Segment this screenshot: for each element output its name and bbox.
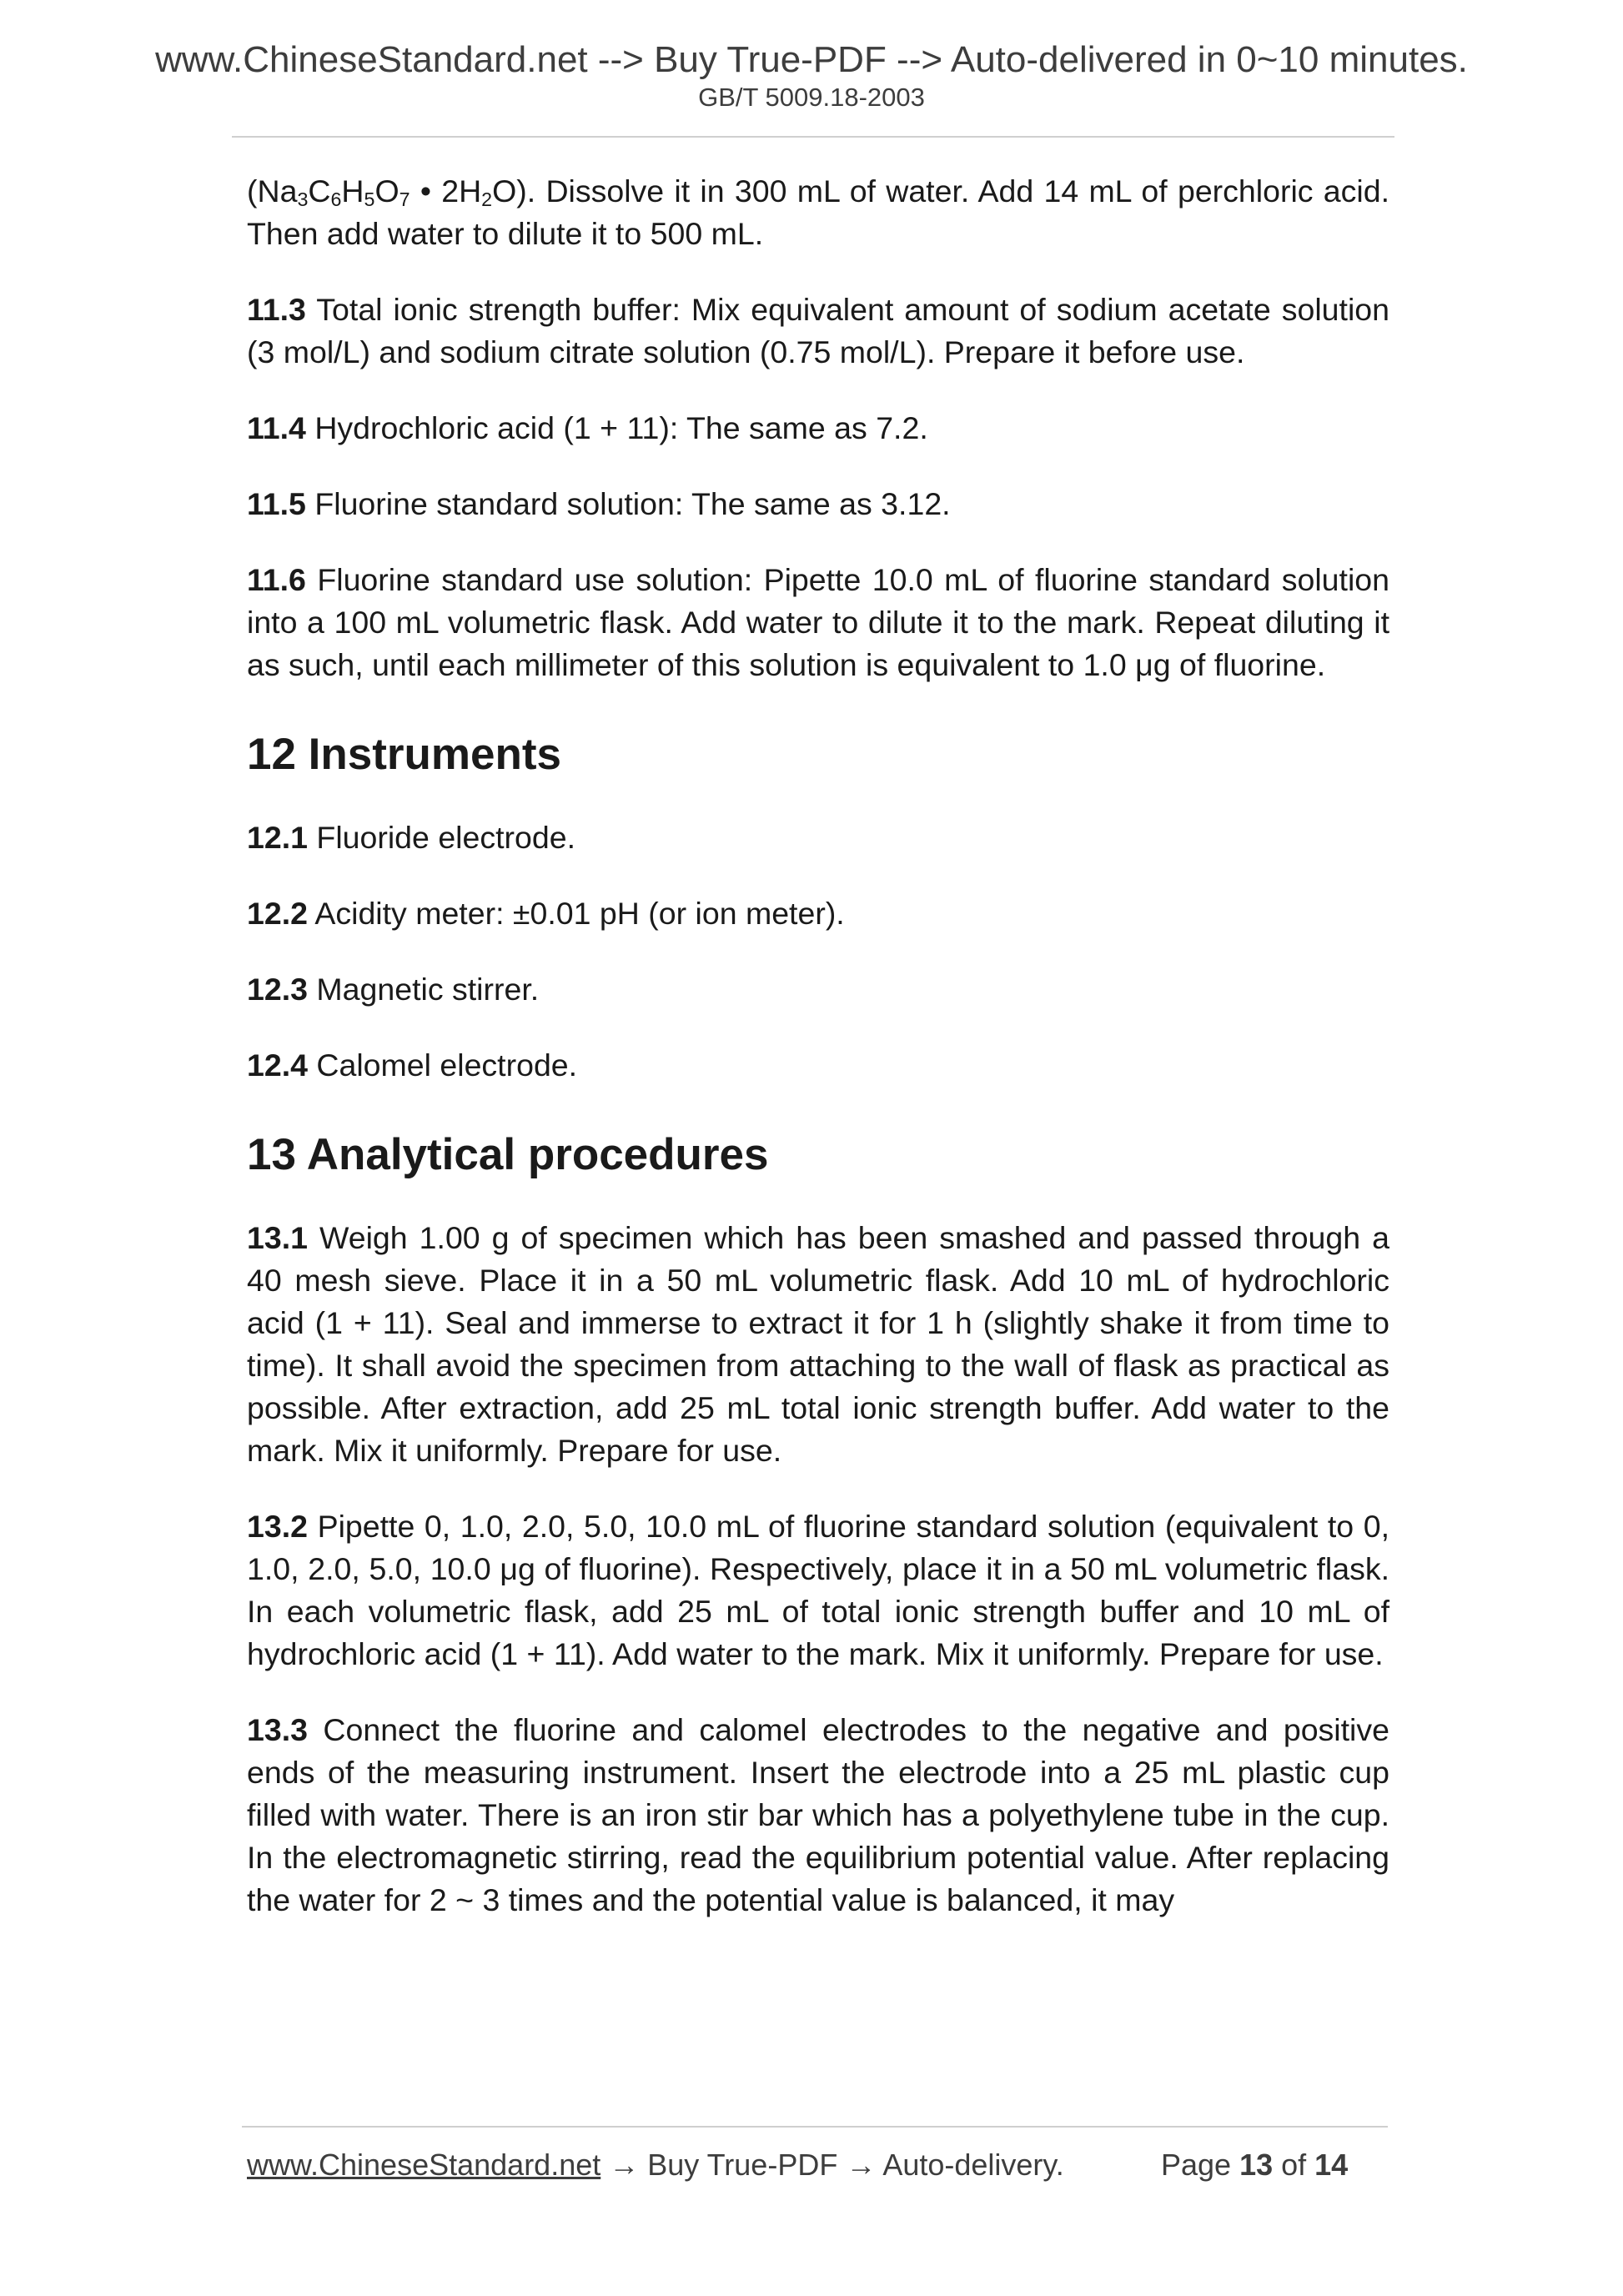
clause-number: 13.3 (247, 1712, 308, 1747)
header-banner: www.ChineseStandard.net --> Buy True-PDF --> Auto-delivered in 0~10 minutes. (155, 39, 1468, 80)
section-heading-13: 13 Analytical procedures (247, 1130, 769, 1179)
clause-11-5 (247, 483, 1389, 525)
clause-number: 12.2 (247, 896, 308, 931)
page-content (247, 170, 1389, 1955)
clause-text: Fluoride electrode. (308, 820, 576, 855)
clause-13-3 (247, 1709, 1389, 1922)
clause-12-3 (247, 968, 1389, 1011)
clause-13-2 (247, 1505, 1389, 1676)
section-heading-12: 12 Instruments (247, 730, 562, 779)
clause-text: Weigh 1.00 g of specimen which has been smashed and passed through a 40 mesh sieve. Place it in a 50 mL volumetric flask. Add 10 mL of hydrochloric acid (1 + 11). Seal and immerse to extract it for 1 h (slightly shake it from time to time). It shall avoid the specimen from attaching to the wall of flask as practical as possible. After extraction, add 25 mL total ionic strength buffer. Add water to the mark. Mix it uniformly. Prepare for use. (247, 1220, 1389, 1468)
clause-text: Fluorine standard use solution: Pipette 10.0 mL of fluorine standard solution into a 100 mL volumetric flask. Add water to dilute it to the mark. Repeat diluting it as such, until each millimeter of this solution is equivalent to 1.0 μg of fluorine. (247, 562, 1389, 682)
footer-site-link[interactable]: www.ChineseStandard.net (247, 2148, 601, 2182)
clause-text: Connect the fluorine and calomel electrodes to the negative and positive ends of the measuring instrument. Insert the electrode into a 25 mL plastic cup filled with water. There is an iron stir bar which has a polyethylene tube in the cup. In the electromagnetic stirring, read the equilibrium potential value. After replacing the water for 2 ~ 3 times and the potential value is balanced, it may (247, 1712, 1389, 1917)
chemical-formula: ($Na_3C_6H_5O_7$ • $2H_2O$). (247, 173, 536, 211)
clause-number: 12.4 (247, 1048, 308, 1083)
document-id: GB/T 5009.18-2003 (698, 83, 925, 112)
clause-12-4 (247, 1044, 1389, 1087)
page-of-label: of (1273, 2148, 1315, 2182)
clause-text: Fluorine standard solution: The same as 3.12. (305, 486, 951, 521)
clause-number: 11.6 (247, 562, 306, 597)
footer-divider (242, 2126, 1388, 2128)
clause-number: 11.5 (247, 486, 306, 521)
clause-11-4 (247, 407, 1389, 450)
header-divider (232, 136, 1394, 138)
clause-11-6 (247, 559, 1389, 686)
footer-left (247, 2150, 1064, 2180)
clause-text: Acidity meter: ±0.01 pH (or ion meter). (308, 896, 845, 931)
clause-number: 12.3 (247, 972, 308, 1007)
page-total: 14 (1314, 2148, 1349, 2182)
footer-tagline: → Buy True-PDF → Auto-delivery. (600, 2148, 1064, 2182)
clause-text: Magnetic stirrer. (308, 972, 540, 1007)
clause-13-1 (247, 1217, 1389, 1472)
page-indicator (1161, 2150, 1348, 2180)
clause-text: Total ionic strength buffer: Mix equivalent amount of sodium acetate solution (3 mol/L) and sodium citrate solution (0.75 mol/L). Prepare it before use. (247, 292, 1389, 369)
page-number: 13 (1239, 2148, 1274, 2182)
clause-text: Calomel electrode. (308, 1048, 578, 1083)
clause-number: 11.4 (247, 410, 306, 445)
clause-number: 11.3 (247, 292, 306, 327)
clause-number: 12.1 (247, 820, 308, 855)
clause-number: 13.2 (247, 1509, 308, 1544)
clause-12-1 (247, 816, 1389, 859)
clause-11-3 (247, 289, 1389, 374)
clause-number: 13.1 (247, 1220, 308, 1255)
clause-text: Hydrochloric acid (1 + 11): The same as 7.2. (305, 410, 928, 445)
paragraph-continuation (247, 170, 1389, 255)
page-label: Page (1161, 2148, 1240, 2182)
clause-text: Pipette 0, 1.0, 2.0, 5.0, 10.0 mL of fluorine standard solution (equivalent to 0, 1.0, 2.0, 5.0, 10.0 μg of fluorine). Respectively, place it in a 50 mL volumetric flask. In each volumetric flask, add 25 mL of total ionic strength buffer and 10 mL of hydrochloric acid (1 + 11). Add water to the mark. Mix it uniformly. Prepare for use. (247, 1509, 1389, 1671)
clause-12-2 (247, 892, 1389, 935)
paragraph-text: Dissolve it in 300 mL of water. Add 14 mL of perchloric acid. Then add water to dilute it to 500 mL. (247, 173, 1390, 251)
